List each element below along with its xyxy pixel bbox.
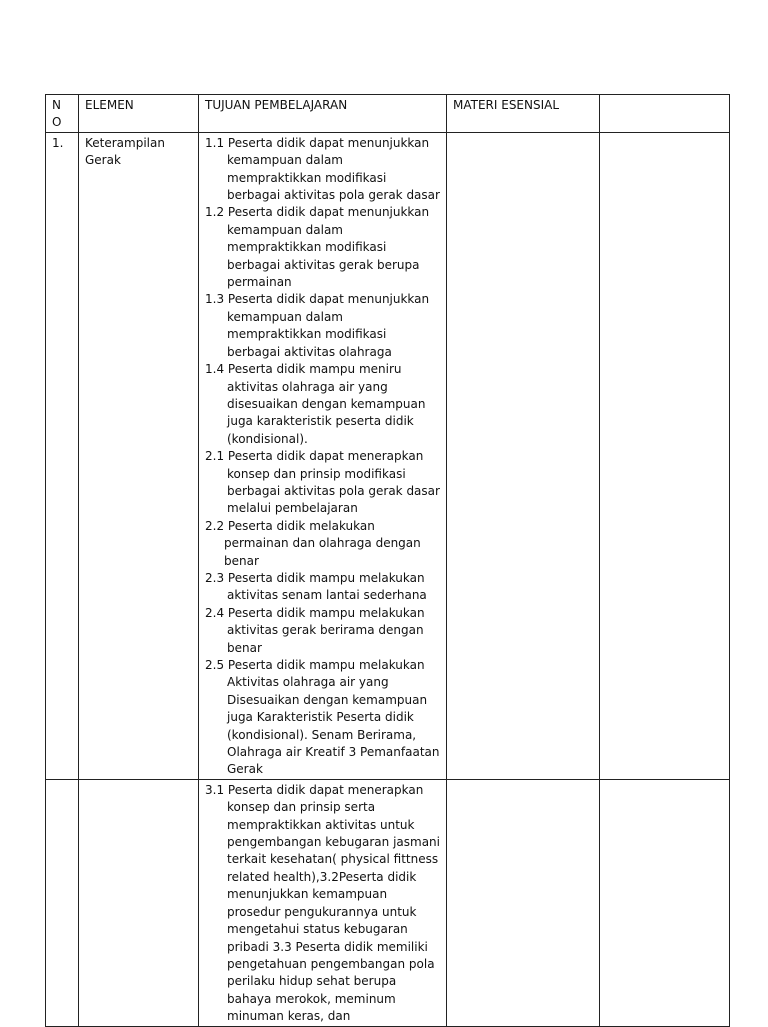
learning-objectives-table — [45, 94, 730, 1027]
objective-item: 2.4 Peserta didik mampu melakukan aktivitas gerak berirama dengan benar — [205, 605, 425, 655]
cell-no: 1. — [46, 132, 79, 779]
objective-item: 2.1 Peserta didik dapat menerapkan konsep dan prinsip modifikasi berbagai aktivitas pola gerak dasar melalui pembelajaran — [205, 449, 440, 516]
table-row — [46, 779, 730, 1026]
cell-elemen: Keterampilan Gerak — [79, 132, 199, 779]
header-materi: MATERI ESENSIAL — [447, 95, 600, 133]
cell-materi — [447, 132, 600, 779]
objective-item: 2.3 Peserta didik mampu melakukan aktivitas senam lantai sederhana — [205, 570, 427, 603]
header-extra — [600, 95, 730, 133]
objective-item: 2.5 Peserta didik mampu melakukan Aktivitas olahraga air yang Disesuaikan dengan kemampuan juga Karakteristik Peserta didik (kondisional). Senam Berirama, Olahraga air Kreatif 3 Pemanfaatan Gerak — [205, 658, 440, 777]
header-elemen: ELEMEN — [79, 95, 199, 133]
table-header-row — [46, 95, 730, 133]
objective-item: 2.2 Peserta didik melakukan permainan dan olahraga dengan benar — [205, 518, 421, 568]
cell-materi — [447, 779, 600, 1026]
objective-item: 1.1 Peserta didik dapat menunjukkan kemampuan dalam mempraktikkan modifikasi berbagai aktivitas pola gerak dasar — [205, 135, 440, 203]
cell-no — [46, 779, 79, 1026]
cell-tujuan — [199, 779, 447, 1026]
header-no-label: N O — [52, 98, 62, 130]
cell-extra — [600, 779, 730, 1026]
objective-item: 1.2 Peserta didik dapat menunjukkan kemampuan dalam mempraktikkan modifikasi berbagai aktivitas gerak berupa permainan — [205, 205, 430, 290]
cell-tujuan — [199, 132, 447, 779]
cell-elemen — [79, 779, 199, 1026]
header-tujuan: TUJUAN PEMBELAJARAN — [199, 95, 447, 133]
objective-item: 1.4 Peserta didik mampu meniru aktivitas olahraga air yang disesuaikan dengan kemampuan juga karakteristik peserta didik (kondisional). — [205, 362, 426, 446]
table-row — [46, 132, 730, 779]
objective-item: 3.1 Peserta didik dapat menerapkan konsep dan prinsip serta mempraktikkan aktivitas untuk pengembangan kebugaran jasmani terkait kesehatan( physical fittness related health),3.2Peserta didik menunjukkan kemampuan prosedur pengukurannya untuk mengetahui status kebugaran pribadi 3.3 Peserta didik memiliki pengetahuan pengembangan pola perilaku hidup sehat berupa bahaya merokok, meminum minuman keras, dan — [205, 782, 440, 1024]
objective-item: 1.3 Peserta didik dapat menunjukkan kemampuan dalam mempraktikkan modifikasi berbagai aktivitas olahraga — [205, 292, 430, 359]
cell-extra — [600, 132, 730, 779]
header-no — [46, 95, 79, 133]
